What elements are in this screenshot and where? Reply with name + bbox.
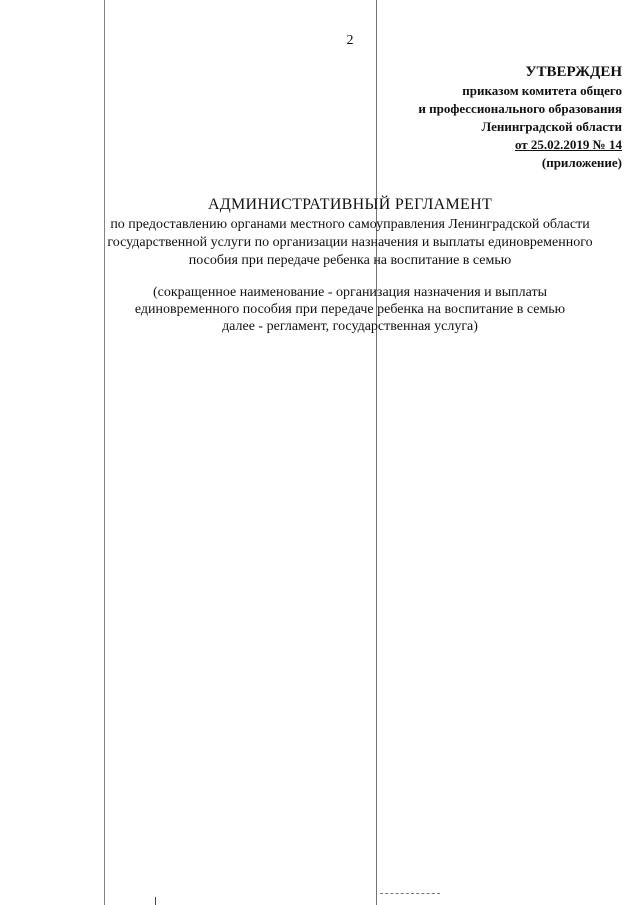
page-number: 2 bbox=[346, 33, 354, 48]
scan-artifact bbox=[380, 893, 440, 896]
short-name-block bbox=[60, 284, 640, 335]
document-title: АДМИНИСТРАТИВНЫЙ РЕГЛАМЕНТ bbox=[207, 196, 493, 213]
scan-fold-line-center bbox=[376, 0, 377, 905]
short-name-line-2: единовременного пособия при передаче ребенка на воспитание в семью bbox=[134, 302, 566, 317]
approval-line-1: приказом комитета общего bbox=[462, 83, 622, 98]
scan-fold-line-left bbox=[104, 0, 105, 905]
title-line-2: государственной услуги по организации назначения и выплаты единовременного bbox=[107, 235, 593, 250]
regulation-title-block bbox=[60, 196, 640, 270]
short-name-line-1: (сокращенное наименование - организация назначения и выплаты bbox=[152, 285, 548, 300]
title-line-1: по предоставлению органами местного самоуправления Ленинградской области bbox=[110, 217, 590, 232]
title-line-3: пособия при передаче ребенка на воспитание в семью bbox=[188, 253, 512, 268]
order-reference: от 25.02.2019 № 14 bbox=[514, 137, 622, 152]
approved-heading: УТВЕРЖДЕН bbox=[525, 64, 622, 80]
approval-line-3: Ленинградской области bbox=[481, 119, 622, 134]
short-name-line-3: далее - регламент, государственная услуга) bbox=[222, 319, 478, 334]
appendix-note: (приложение) bbox=[541, 155, 622, 170]
approval-stamp-block bbox=[418, 62, 622, 172]
approval-line-2: и профессионального образования bbox=[418, 101, 622, 116]
scan-artifact-tick bbox=[155, 897, 156, 905]
